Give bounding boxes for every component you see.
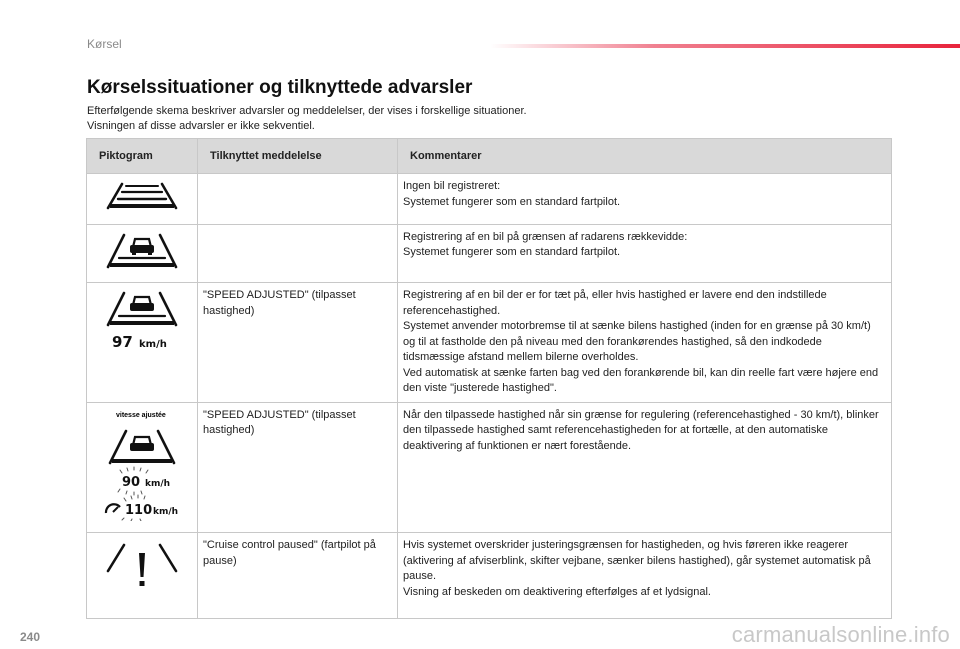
comment-cell [398, 402, 892, 533]
comment-line: Ingen bil registreret: [403, 180, 501, 192]
speed-unit: km/h [139, 339, 167, 350]
intro-text [87, 104, 527, 134]
comment-line: Systemet anvender motorbremse til at sænke bilens hastighed (inden for en grænse på 30 km/t) og til at fastholde den på niveau med den forankørendes hastighed, så den indkodede tidsmæssige afstand mellem bilerne overholdes. [403, 320, 871, 363]
page-title: Kørselssituationer og tilknyttede advarsler [87, 77, 473, 98]
message-cell [198, 174, 398, 225]
header-rule [490, 44, 960, 48]
car-ahead-speed-icon [102, 289, 182, 351]
comment-cell [398, 224, 892, 283]
pictogram-cell [87, 533, 198, 619]
pictogram-cell [87, 283, 198, 403]
table-row [87, 174, 892, 225]
table-row [87, 224, 892, 283]
blinking-speed-icon [100, 409, 184, 521]
warning-exclamation-icon [102, 539, 182, 589]
adjusted-speed-value: 90 [122, 474, 141, 490]
message-cell: "SPEED ADJUSTED" (tilpasset hastighed) [198, 402, 398, 533]
speed-unit: km/h [153, 506, 179, 517]
table-row [87, 402, 892, 533]
header-meddelelse: Tilknyttet meddelelse [198, 139, 398, 174]
warnings-table [86, 138, 892, 619]
comment-line: Registrering af en bil på grænsen af radarens rækkevidde: [403, 230, 688, 243]
speedometer-icon [106, 504, 120, 513]
pictogram-cell [87, 402, 198, 533]
section-label: Kørsel [87, 37, 122, 51]
comment-line: Registrering af en bil der er for tæt på, eller hvis hastighed er lavere end den indstillede referencehastighed. [403, 289, 827, 317]
comment-cell [398, 283, 892, 403]
pictogram-cell [87, 174, 198, 225]
page-number: 240 [20, 630, 41, 644]
comment-cell [398, 174, 892, 225]
table-row [87, 283, 892, 403]
comment-line: Systemet fungerer som en standard fartpilot. [403, 195, 621, 208]
message-cell [198, 224, 398, 283]
table-header-row [87, 139, 892, 174]
message-cell: "SPEED ADJUSTED" (tilpasset hastighed) [198, 283, 398, 403]
comment-line: Når den tilpassede hastighed når sin grænse for regulering (referencehastighed - 30 km/t), blinker den tilpassede hastighed samt referencehastigheden for at fortælle, at den automatiske deaktivering af funktionen er nært forestående. [403, 408, 879, 452]
comment-line: Hvis systemet overskrider justeringsgrænsen for hastigheden, og hvis føreren ikke reagerer (aktivering af afviserblink, skifter vejbane, sænker bilens hastighed), går systemet automatisk på pause. [403, 539, 871, 582]
watermark: carmanualsonline.info [731, 622, 950, 647]
intro-line: Visningen af disse advarsler er ikke sekventiel. [87, 120, 315, 132]
pictogram-cell [87, 224, 198, 283]
adjusted-speed-value: 97 [112, 333, 133, 351]
adjusted-speed-caption: vitesse ajustée [116, 411, 166, 419]
comment-cell [398, 533, 892, 619]
comment-line: Systemet fungerer som en standard fartpilot. [403, 246, 621, 258]
header-piktogram: Piktogram [87, 139, 198, 174]
car-ahead-icon [102, 231, 182, 271]
message-cell: "Cruise control paused" (fartpilot på pause) [198, 533, 398, 619]
table-row [87, 533, 892, 619]
lane-lines-icon [102, 180, 182, 212]
header-kommentarer: Kommentarer [398, 139, 892, 174]
comment-line: Visning af beskeden om deaktivering efterfølges af et lydsignal. [403, 585, 711, 598]
speed-unit: km/h [145, 478, 171, 489]
reference-speed-value: 110 [125, 502, 153, 518]
comment-line: Ved automatisk at sænke farten bag ved den forankørende bil, kan din reelle fart være højere end den viste "justerede hastighed". [403, 366, 879, 394]
intro-line: Efterfølgende skema beskriver advarsler og meddelelser, der vises i forskellige situationer. [87, 105, 527, 117]
